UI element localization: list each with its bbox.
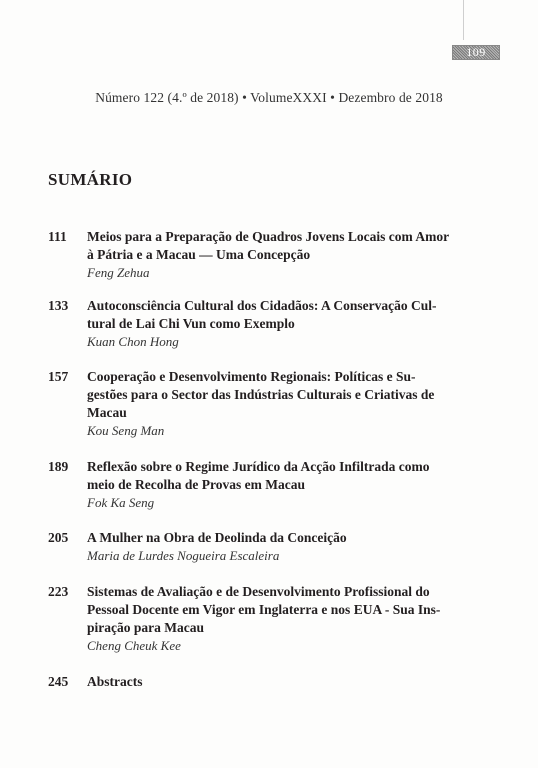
page-edge-line (463, 0, 464, 40)
toc-title: Abstracts (87, 674, 143, 689)
toc-title: A Mulher na Obra de Deolinda da Conceição (87, 530, 347, 545)
toc-title: Sistemas de Avaliação e de Desenvolvimento Profissional do Pessoal Docente em Vigor em Inglaterra e nos EUA - Sua Ins- piração para Macau (87, 584, 441, 635)
page-number-badge: 109 (452, 45, 500, 60)
toc-page-number: 205 (48, 530, 69, 545)
toc-page-number: 245 (48, 674, 69, 689)
toc-title: Autoconsciência Cultural dos Cidadãos: A Conservação Cul- tural de Lai Chi Vun como Exemplo (87, 298, 437, 331)
toc-author: Kou Seng Man (87, 423, 165, 438)
toc-author: Maria de Lurdes Nogueira Escaleira (87, 548, 280, 563)
toc-author: Feng Zehua (87, 265, 150, 280)
toc-page-number: 223 (48, 584, 69, 599)
toc-title: Meios para a Preparação de Quadros Jovens Locais com Amor à Pátria e a Macau — Uma Concepção (87, 229, 450, 262)
toc-title: Cooperação e Desenvolvimento Regionais: Políticas e Su- gestões para o Sector das Indústrias Culturais e Criativas de Macau (87, 369, 435, 420)
toc-page-number: 157 (48, 369, 69, 384)
toc-title: Reflexão sobre o Regime Jurídico da Acção Infiltrada como meio de Recolha de Provas em Macau (87, 459, 430, 492)
toc-page-number: 111 (48, 229, 67, 244)
toc-author: Cheng Cheuk Kee (87, 638, 181, 653)
issue-line: Número 122 (4.º de 2018) • VolumeXXXI • Dezembro de 2018 (95, 90, 443, 105)
toc-page-number: 189 (48, 459, 69, 474)
toc-page-number: 133 (48, 298, 69, 313)
toc-author: Fok Ka Seng (87, 495, 155, 510)
summary-title: SUMÁRIO (48, 170, 133, 189)
toc-author: Kuan Chon Hong (87, 334, 179, 349)
